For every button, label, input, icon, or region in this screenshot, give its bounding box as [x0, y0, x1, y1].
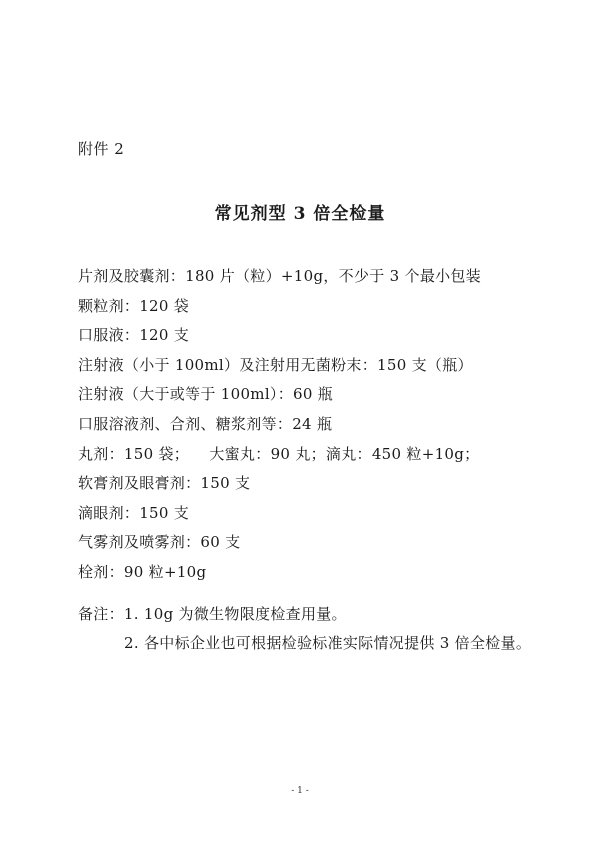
list-item: 颗粒剂：120 袋: [78, 296, 190, 315]
list-item: 注射液（小于 100ml）及注射用无菌粉末：150 支（瓶）: [78, 355, 473, 374]
list-item: 软膏剂及眼膏剂：150 支: [78, 474, 251, 493]
page-number: - 1 -: [291, 786, 309, 796]
list-item: 口服溶液剂、合剂、糖浆剂等：24 瓶: [78, 414, 333, 433]
dosage-form-list: [78, 262, 548, 588]
list-item: 滴眼剂：150 支: [78, 503, 190, 522]
list-item: 丸剂：150 袋； 大蜜丸：90 丸；滴丸：450 粒+10g；: [78, 444, 480, 463]
remark-line-1: 备注：1. 10g 为微生物限度检查用量。: [78, 605, 347, 623]
list-item: 注射液（大于或等于 100ml）：60 瓶: [78, 385, 334, 404]
list-item: 口服液：120 支: [78, 326, 190, 345]
document-title: 常见剂型 3 倍全检量: [214, 204, 386, 224]
attachment-label: 附件 2: [78, 140, 125, 158]
remark-line-2: 2. 各中标企业也可根据检验标准实际情况提供 3 倍全检量。: [124, 634, 532, 652]
list-item: 片剂及胶囊剂：180 片（粒）+10g，不少于 3 个最小包装: [78, 267, 482, 285]
remarks-section: [78, 600, 558, 658]
list-item: 气雾剂及喷雾剂：60 支: [78, 533, 241, 552]
list-item: 栓剂：90 粒+10g: [78, 562, 207, 581]
